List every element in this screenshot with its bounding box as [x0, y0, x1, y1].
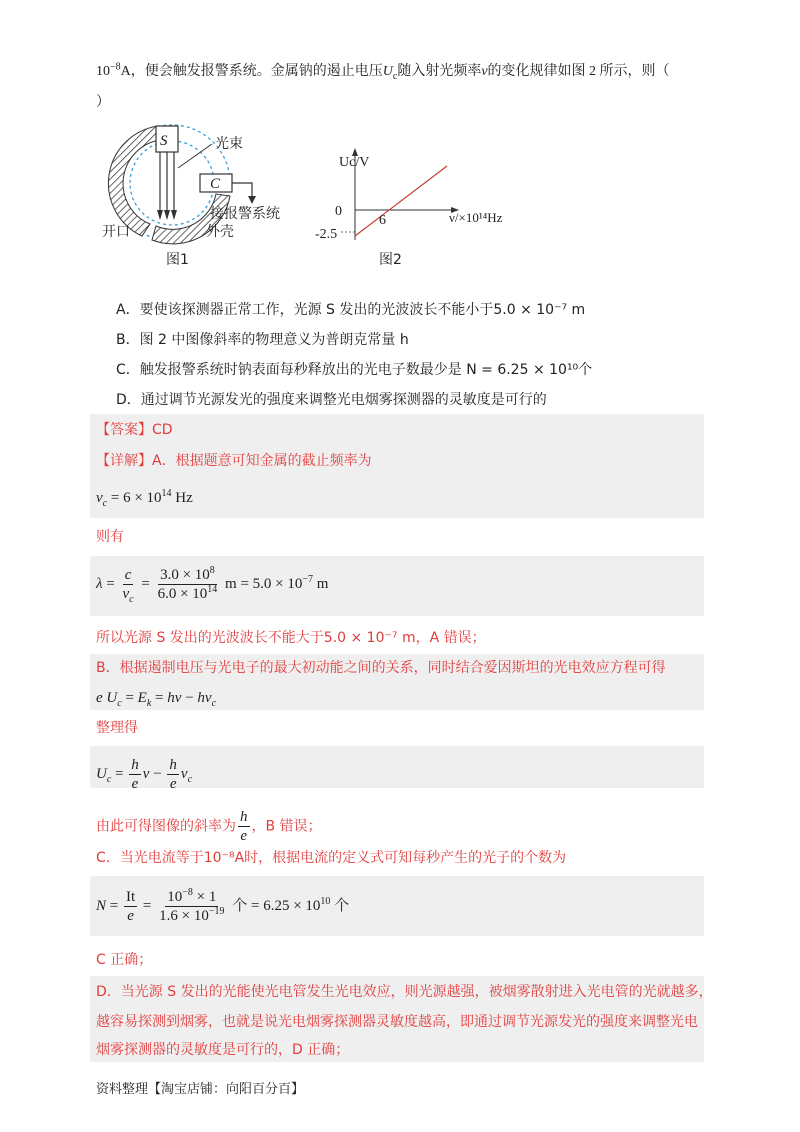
d-line-2: 越容易探测到烟雾，也就是说光电烟雾探测器灵敏度越高，即通过调节光源发光的强度来调整光电	[96, 1014, 698, 1030]
d-line-1: D．当光源 S 发出的光能使光电管发生光电效应，则光源越强，被烟雾散射进入光电管的光就越多，	[96, 984, 713, 1000]
answer-line: 【答案】CD	[96, 422, 173, 438]
equation-uc: $U_c$ = $\frac{h}{e}$ ν − $\frac{h}{e}$ $\nu_c$	[96, 757, 193, 792]
label-c: C	[210, 176, 221, 192]
equation-wavelength: λ = $\frac{c}{\nu_c}$ = $\frac{3.0 \times 10^8}{6.0 \times 10^{14}}$ $m = 5.0 \times 10^{-7}$ m	[96, 565, 329, 605]
tidy-text: 整理得	[96, 720, 138, 736]
c-conclusion: C 正确；	[96, 952, 153, 968]
option-b: B．图 2 中图像斜率的物理意义为普朗克常量 h	[116, 332, 409, 348]
uc-line	[355, 166, 447, 236]
equation-einstein: e $U_c = E_k = h\nu - h\nu_c$	[96, 690, 217, 709]
origin-label: 0	[335, 204, 342, 219]
label-s: S	[160, 133, 168, 149]
figure-1-detector-diagram	[100, 118, 310, 268]
option-d: D．通过调节光源发光的强度来调整光电烟雾探测器的灵敏度是可行的	[116, 392, 547, 408]
c-intro: C．当光电流等于10⁻⁸A时，根据电流的定义式可知每秒产生的光子的个数为	[96, 850, 567, 866]
y-tick-label: -2.5	[315, 227, 338, 242]
footer-source: 资料整理【淘宝店铺：向阳百分百】	[96, 1082, 305, 1097]
question-intro-close: ）	[96, 94, 110, 110]
label-opening: 开口	[102, 224, 130, 240]
x-tick-label: 6	[379, 213, 386, 228]
b-conclusion: 由此可得图像的斜率为 $\frac{h}{e}$ ，B 错误；	[96, 809, 322, 844]
figure-2-caption: 图2	[379, 252, 402, 266]
figure-1-caption: 图1	[166, 252, 189, 268]
x-axis-label: ν/×10¹⁴Hz	[449, 210, 503, 225]
label-beam: 光束	[215, 136, 243, 152]
d-line-3: 烟雾探测器的灵敏度是可行的，D 正确；	[96, 1042, 350, 1058]
then-text: 则有	[96, 529, 124, 545]
option-c: C．触发报警系统时钠表面每秒释放出的光电子数最少是 N = 6.25 × 10¹⁰个	[116, 362, 593, 378]
b-intro: B．根据遏制电压与光电子的最大初动能之间的关系，同时结合爱因斯坦的光电效应方程可得	[96, 660, 666, 676]
equation-electron-count: N = $\frac{It}{e}$ = $\frac{10^{-8} \times 1}{1.6 \times 10^{-19}}$ 个 = $6.25 \times 10^{10}$ 个	[96, 887, 350, 924]
figure-2-uc-vs-frequency-graph	[315, 148, 515, 266]
a-conclusion: 所以光源 S 发出的光波波长不能大于5.0 × 10⁻⁷ m，A 错误；	[96, 630, 486, 646]
detail-a-intro: 【详解】A．根据题意可知金属的截止频率为	[96, 453, 372, 469]
y-axis-label: Uc/V	[339, 155, 370, 170]
question-intro: $10^{-8}A$，便会触发报警系统。金属钠的遏止电压$U_c$随入射光频率ν的变化规律如图 2 所示，则（	[96, 61, 670, 82]
label-shell: 外壳	[206, 224, 234, 240]
equation-cutoff-frequency: $\nu_c = 6 \times 10^{14}$ Hz	[96, 488, 193, 509]
label-alarm: 接报警系统	[210, 206, 280, 222]
option-a: A．要使该探测器正常工作，光源 S 发出的光波波长不能小于5.0 × 10⁻⁷ m	[116, 302, 586, 318]
